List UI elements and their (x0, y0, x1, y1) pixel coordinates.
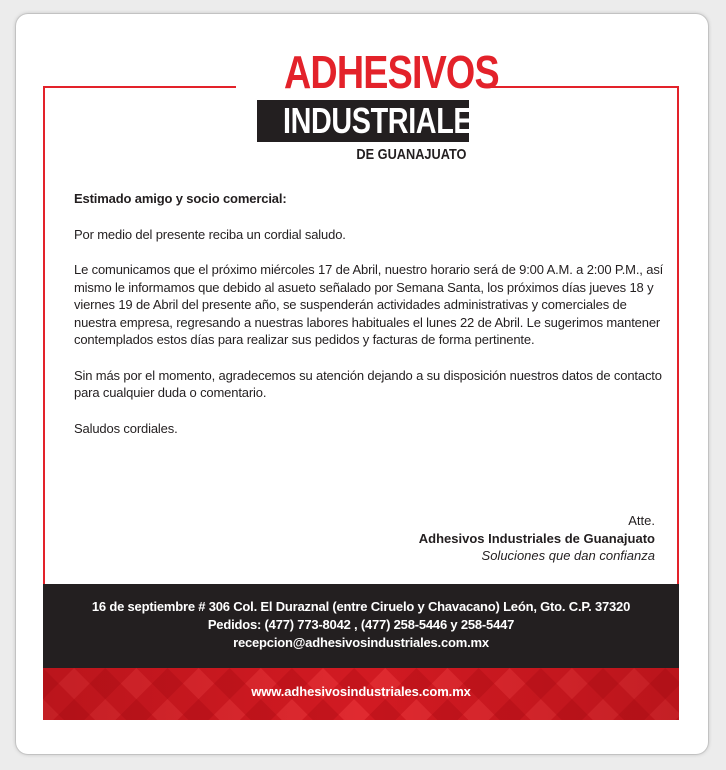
signature-atte: Atte. (628, 513, 655, 528)
logo-line-guanajuato: DE GUANAJUATO (355, 146, 466, 163)
footer-website-link[interactable]: www.adhesivosindustriales.com.mx (251, 684, 471, 699)
greeting: Estimado amigo y socio comercial: (74, 191, 287, 206)
footer-email-link[interactable]: recepcion@adhesivosindustriales.com.mx (233, 635, 489, 650)
signature-company: Adhesivos Industriales de Guanajuato (418, 530, 655, 546)
paragraph-closing: Saludos cordiales. (74, 420, 178, 436)
company-logo (236, 46, 499, 170)
logo-line-adhesivos: ADHESIVOS (284, 46, 499, 98)
footer-address: 16 de septiembre # 306 Col. El Duraznal (entre Ciruelo y Chavacano) León, Gto. C.P. 37320 (91, 599, 631, 614)
logo-line-industriales-text: INDUSTRIALES (283, 100, 492, 141)
signature-block (419, 512, 655, 565)
paragraph-schedule: Le comunicamos que el próximo miércoles 17 de Abril, nuestro horario será de 9:00 A.M. a 2:00 P.M., así mismo le informamos que debido al asueto señalado por Semana Santa, los próximos días jueves 18 y viernes 19 de Abril del presente año, se suspenderán actividades administrativas y comerciales de nuestra empresa, regresando a nuestras labores habituales el lunes 22 de Abril. Le sugerimos mantener contemplados estos días para realizar sus pedidos y facturas de forma pertinente. (74, 262, 664, 347)
paragraph-salutation: Por medio del presente reciba un cordial saludo. (74, 226, 346, 242)
footer-website-bar (43, 668, 679, 720)
paragraph-contact: Sin más por el momento, agradecemos su atención dejando a su disposición nuestros datos de contacto para cualquier duda o comentario. (74, 367, 662, 400)
logo-line-industriales (257, 100, 492, 142)
footer-phones: Pedidos: (477) 773-8042 , (477) 258-5446 y 258-5447 (207, 617, 515, 632)
footer-contact (43, 584, 679, 668)
signature-slogan: Soluciones que dan confianza (481, 548, 655, 563)
letter-body (74, 190, 664, 455)
